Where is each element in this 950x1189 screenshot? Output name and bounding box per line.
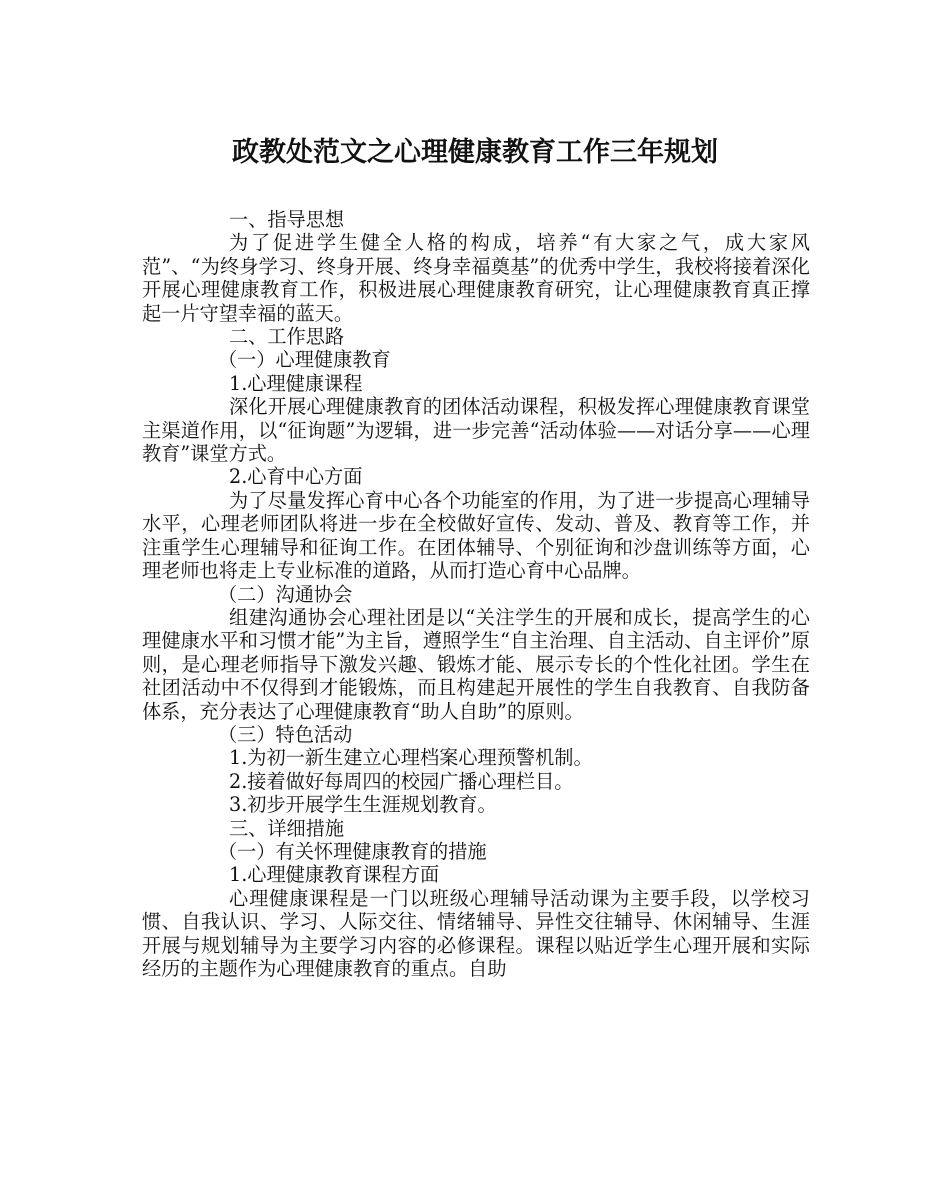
- section-heading: 三、详细措施: [229, 816, 345, 840]
- list-item: 2.接着做好每周四的校园广播心理栏目。: [229, 769, 574, 793]
- subsection-heading: （一）有关怀理健康教育的措施: [218, 839, 487, 863]
- item-heading: 2.心育中心方面: [229, 465, 363, 489]
- list-item: 3.初步开展学生生涯规划教育。: [229, 793, 497, 817]
- subsection-heading: （二）沟通协会: [218, 582, 353, 606]
- document-title: 政教处范文之心理健康教育工作三年规划: [232, 137, 718, 168]
- body-paragraph: 组建沟通协会心理社团是以“关注学生的开展和成长，提高学生的心理健康水平和习惯才能”为主旨，遵照学生“自主治理、自主活动、自主评价”原则，是心理老师指导下激发兴趣、锻炼才能、展示专长的个性化社团。学生在社团活动中不仅得到才能锻炼，而且构建起开展性的学生自我教育、自我防备体系，充分表达了心理健康教育“助人自助”的原则。: [142, 605, 810, 723]
- body-paragraph: 深化开展心理健康教育的团体活动课程，积极发挥心理健康教育课堂主渠道作用，以“征询题”为逻辑，进一步完善“活动体验——对话分享——心理教育”课堂方式。: [142, 395, 810, 466]
- subsection-heading: （三）特色活动: [218, 722, 353, 746]
- body-paragraph: 为了促进学生健全人格的构成，培养“有大家之气，成大家风范”、“为终身学习、终身开展、终身幸福奠基”的优秀中学生，我校将接着深化开展心理健康教育工作，积极进展心理健康教育研究，让心理健康教育真正撑起一片守望幸福的蓝天。: [142, 231, 810, 325]
- list-item: 1.为初一新生建立心理档案心理预警机制。: [229, 746, 593, 770]
- section-heading: 一、指导思想: [229, 208, 345, 231]
- body-paragraph: 心理健康课程是一门以班级心理辅导活动课为主要手段，以学校习惯、自我认识、学习、人际交往、情绪辅导、异性交往辅导、休闲辅导、生涯开展与规划辅导为主要学习内容的必修课程。课程以贴近学生心理开展和实际经历的主题作为心理健康教育的重点。自助: [142, 886, 810, 980]
- document-body: [142, 208, 810, 980]
- item-heading: 1.心理健康教育课程方面: [229, 863, 440, 887]
- body-paragraph: 为了尽量发挥心育中心各个功能室的作用，为了进一步提高心理辅导水平，心理老师团队将进一步在全校做好宣传、发动、普及、教育等工作，并注重学生心理辅导和征询工作。在团体辅导、个别征询和沙盘训练等方面，心理老师也将走上专业标准的道路，从而打造心育中心品牌。: [142, 488, 810, 583]
- item-heading: 1.心理健康课程: [229, 371, 363, 395]
- subsection-heading: （一）心理健康教育: [218, 348, 391, 372]
- section-heading: 二、工作思路: [229, 325, 345, 349]
